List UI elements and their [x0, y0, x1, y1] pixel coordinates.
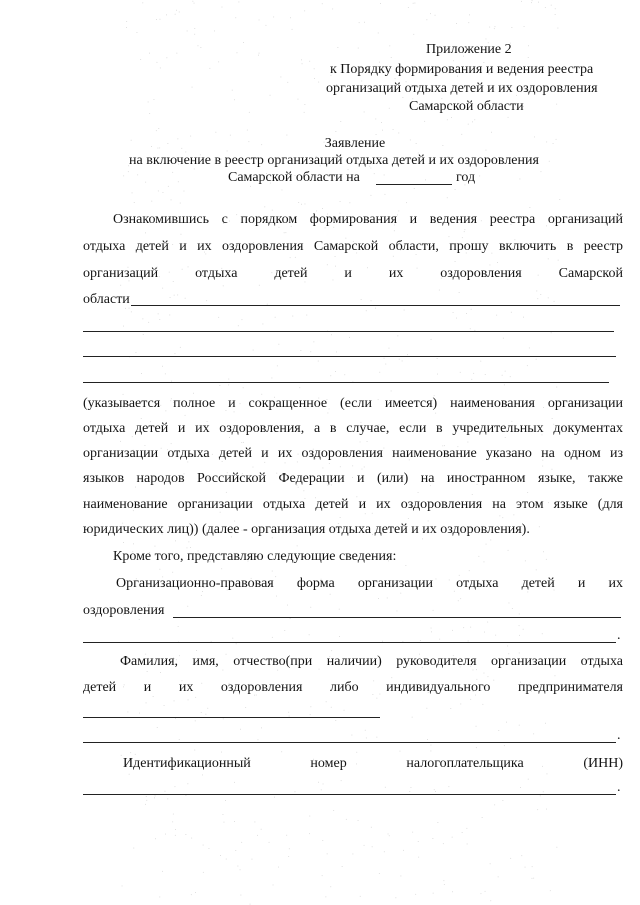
document-title: Заявление	[324, 136, 386, 151]
org-name-field-3[interactable]	[83, 356, 616, 357]
note-line-6: юридических лиц)) (далее - организация отдыха детей и их оздоровления).	[83, 522, 530, 537]
year-line-prefix: Самарской области на	[228, 170, 360, 185]
legal-form-field-1[interactable]	[173, 617, 621, 618]
inn-period: .	[617, 780, 621, 795]
head-name-field-1[interactable]	[83, 717, 380, 718]
head-name-label: Фамилия, имя, отчество(при наличии) руководителя организации отдыха	[120, 654, 623, 669]
appendix-ref-line2: организаций отдыха детей и их оздоровления	[326, 81, 598, 96]
inn-label: Идентификационный номер налогоплательщика (ИНН)	[123, 756, 623, 771]
intro-line-2: отдыха детей и их оздоровления Самарской области, прошу включить в реестр	[83, 239, 623, 254]
head-name-label-cont: детей и их оздоровления либо индивидуального предпринимателя	[83, 680, 623, 695]
note-line-4: языков народов Российской Федерации и (или) на иностранном языке, также	[83, 471, 623, 486]
legal-form-label-cont: оздоровления	[83, 603, 165, 618]
inn-field[interactable]	[83, 794, 616, 795]
document-subtitle: на включение в реестр организаций отдыха детей и их оздоровления	[129, 153, 539, 168]
org-name-field-4[interactable]	[83, 382, 609, 383]
legal-form-label: Организационно-правовая форма организации отдыха детей и их	[116, 576, 623, 591]
note-line-3: организации отдыха детей и их оздоровления наименование указано на одном из	[83, 446, 623, 461]
year-field[interactable]	[376, 184, 452, 185]
org-name-field-2[interactable]	[83, 331, 614, 332]
intro-line-4: области	[83, 292, 130, 307]
intro-line-3: организаций отдыха детей и их оздоровления Самарской	[83, 266, 623, 281]
note-line-2: отдыха детей и их оздоровления, а в случае, если в учредительных документах	[83, 421, 623, 436]
legal-form-field-2[interactable]	[83, 642, 616, 643]
appendix-ref-line1: к Порядку формирования и ведения реестра	[330, 62, 594, 77]
legal-form-period: .	[617, 628, 621, 643]
appendix-label: Приложение 2	[426, 42, 512, 57]
additional-info-heading: Кроме того, представляю следующие сведения:	[113, 549, 397, 564]
head-name-period: .	[617, 728, 621, 743]
head-name-field-2[interactable]	[83, 742, 616, 743]
intro-line-1: Ознакомившись с порядком формирования и ведения реестра организаций	[113, 212, 623, 227]
year-line-suffix: год	[456, 170, 476, 185]
org-name-field-1[interactable]	[131, 305, 620, 306]
note-line-5: наименование организации отдыха детей и их оздоровления на этом языке (для	[83, 497, 623, 512]
appendix-ref-line3: Самарской области	[409, 99, 524, 114]
note-line-1: (указывается полное и сокращенное (если имеется) наименования организации	[83, 396, 623, 411]
